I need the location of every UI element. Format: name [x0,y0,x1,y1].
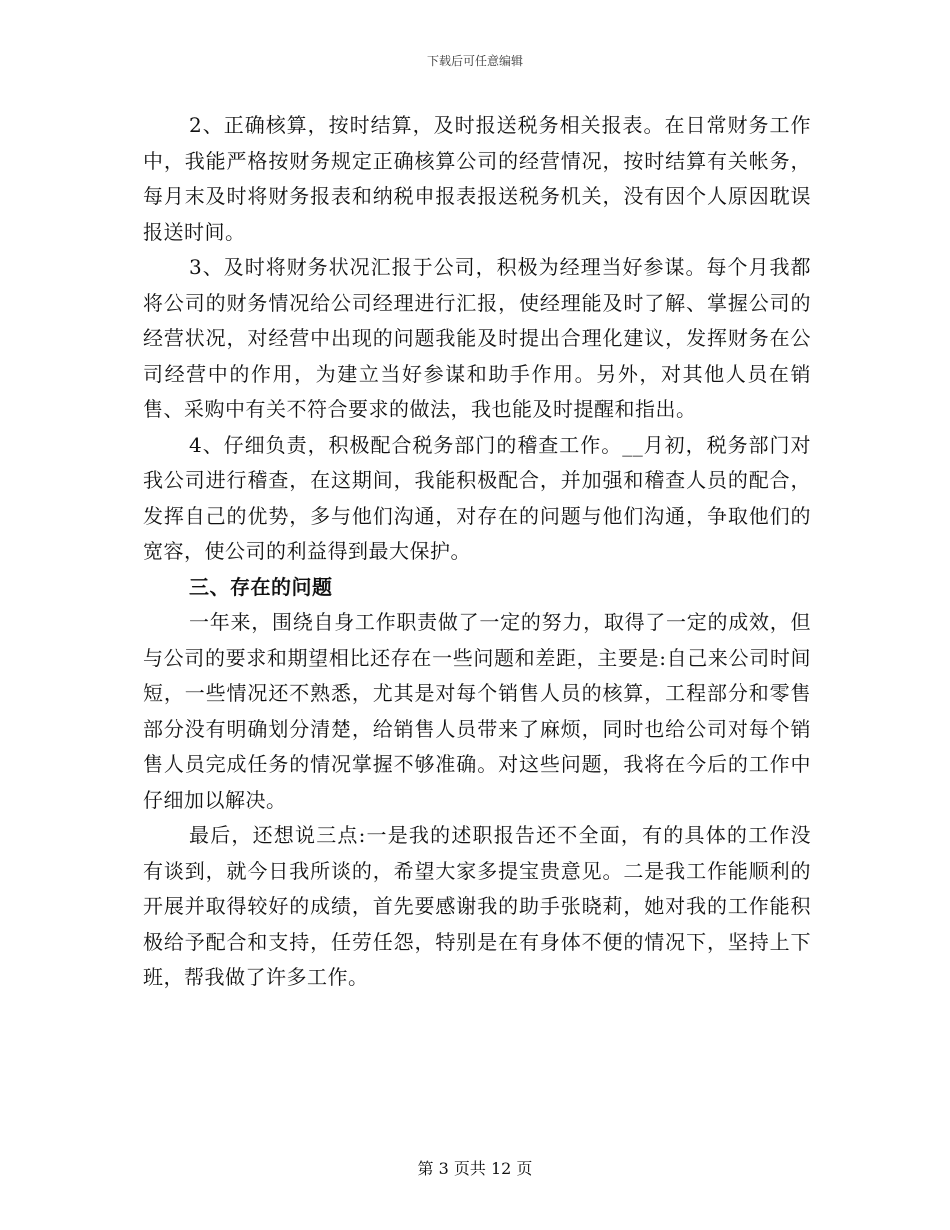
paragraph-closing: 最后，还想说三点:一是我的述职报告还不全面，有的具体的工作没有谈到，就今日我所谈的，希望大家多提宝贵意见。二是我工作能顺利的开展并取得较好的成绩，首先要感谢我的助手张晓莉，她对我的工作能积极给予配合和支持，任劳任怨，特别是在有身体不便的情况下，坚持上下班，帮我做了许多工作。 [143,823,811,989]
paragraph-item-3: 3、及时将财务状况汇报于公司，积极为经理当好参谋。每个月我都将公司的财务情况给公司经理进行汇报，使经理能及时了解、掌握公司的经营状况，对经营中出现的问题我能及时提出合理化建议，发挥财务在公司经营中的作用，为建立当好参谋和助手作用。另外，对其他人员在销售、采购中有关不符合要求的做法，我也能及时提醒和指出。 [143,255,811,421]
page-number: 第 3 页共 12 页 [417,1159,533,1178]
paragraph-problems: 一年来，围绕自身工作职责做了一定的努力，取得了一定的成效，但与公司的要求和期望相比还存在一些问题和差距，主要是:自己来公司时间短，一些情况还不熟悉，尤其是对每个销售人员的核算，工程部分和零售部分没有明确划分清楚，给销售人员带来了麻烦，同时也给公司对每个销售人员完成任务的情况掌握不够准确。对这些问题，我将在今后的工作中仔细加以解决。 [143,610,811,812]
paragraph-item-4: 4、仔细负责，积极配合税务部门的稽查工作。__月初，税务部门对我公司进行稽查，在这期间，我能积极配合，并加强和稽查人员的配合，发挥自己的优势，多与他们沟通，对存在的问题与他们沟通，争取他们的宽容，使公司的利益得到最大保护。 [143,432,811,563]
document-body [143,108,811,996]
page-header: 下载后可任意编辑 [426,54,523,68]
paragraph-item-2: 2、正确核算，按时结算，及时报送税务相关报表。在日常财务工作中，我能严格按财务规定正确核算公司的经营情况，按时结算有关帐务，每月末及时将财务报表和纳税申报表报送税务机关，没有因个人原因耽误报送时间。 [143,113,811,244]
section-heading: 三、存在的问题 [189,574,333,599]
